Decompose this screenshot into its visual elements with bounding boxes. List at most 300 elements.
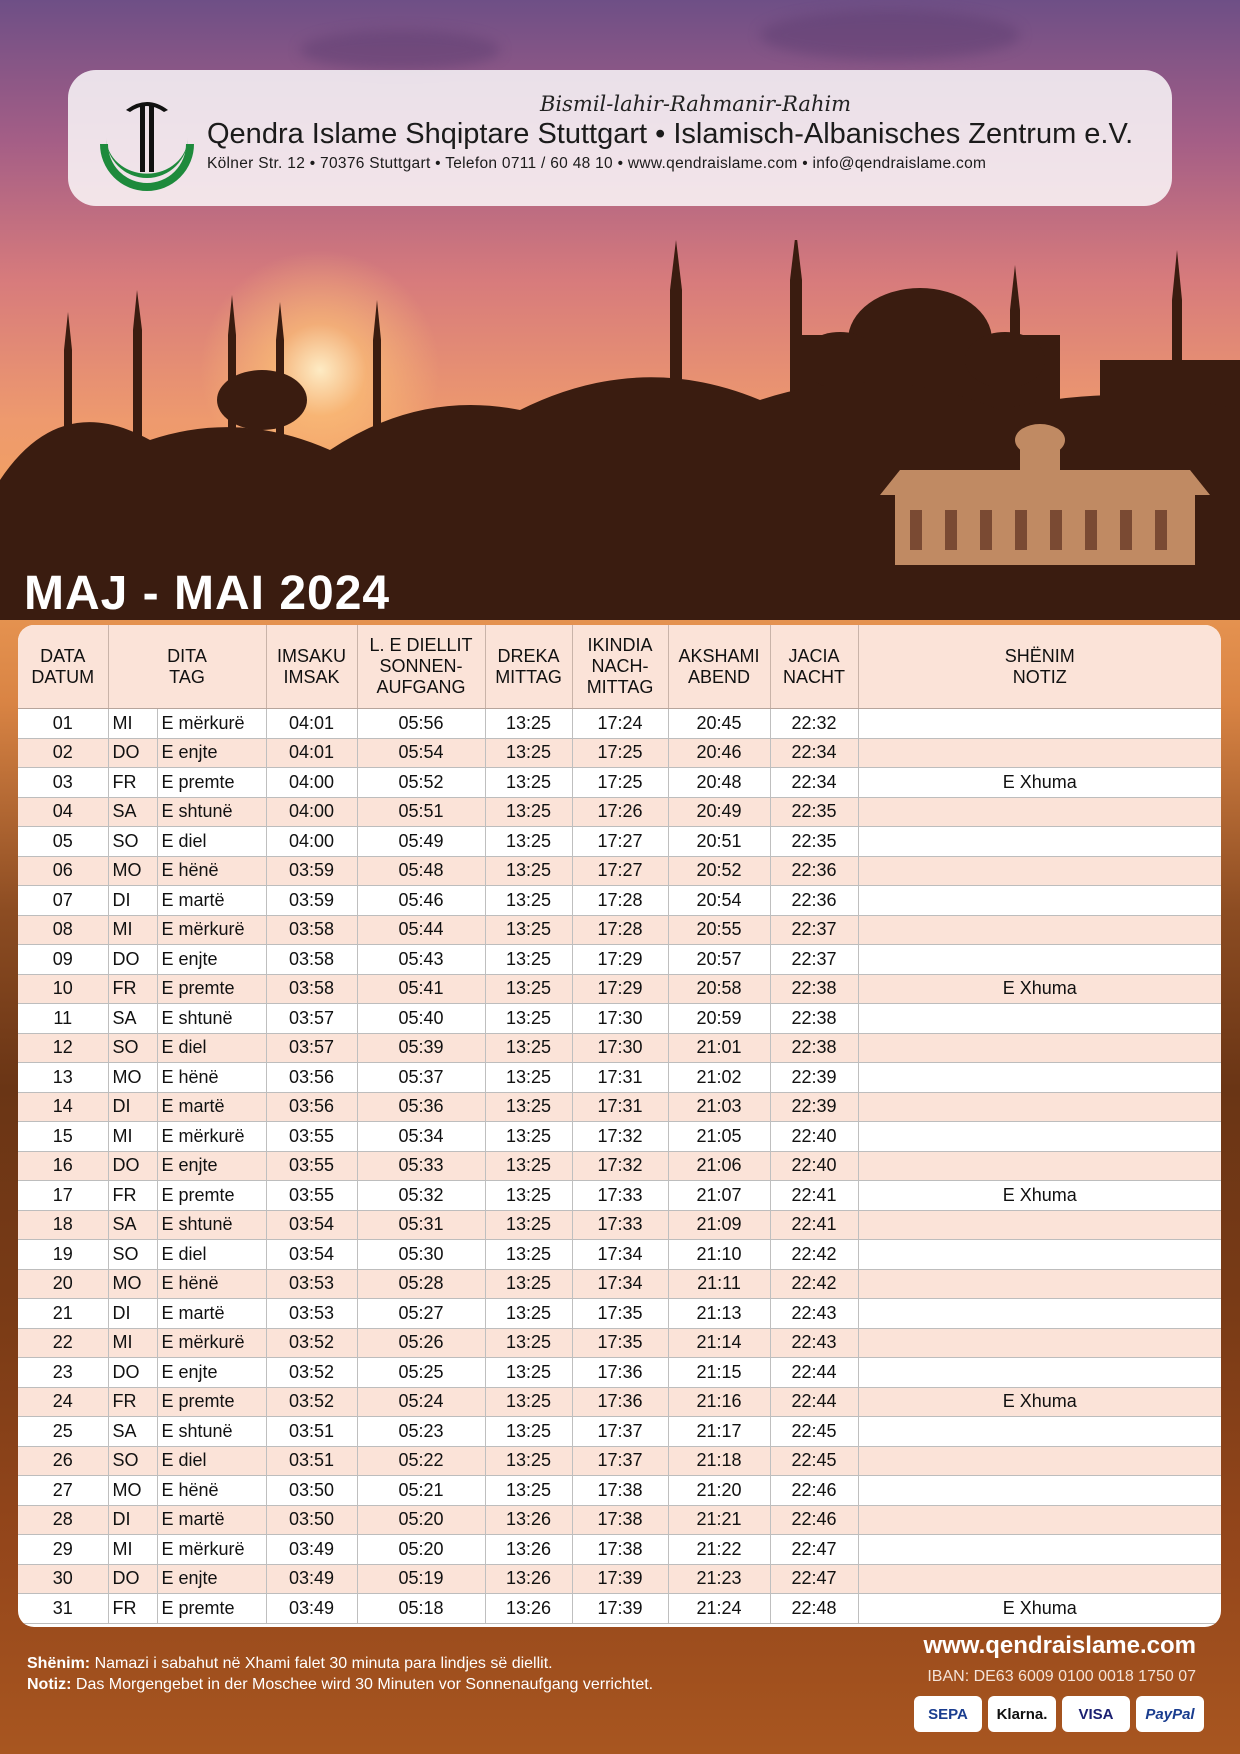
cell-note <box>858 1299 1221 1329</box>
cell-note <box>858 1358 1221 1388</box>
cell-imsak: 03:53 <box>266 1269 357 1299</box>
cell-note <box>858 709 1221 739</box>
cell-date: 27 <box>18 1476 108 1506</box>
cell-maghrib: 21:02 <box>668 1063 770 1093</box>
cell-note <box>858 1269 1221 1299</box>
col-header-maghrib: AKSHAMI ABEND <box>668 625 770 709</box>
cell-asr: 17:27 <box>572 856 668 886</box>
cell-isha: 22:37 <box>770 945 858 975</box>
cell-date: 20 <box>18 1269 108 1299</box>
table-row <box>18 797 1221 827</box>
col-header-dhuhr: DREKA MITTAG <box>485 625 572 709</box>
cell-note <box>858 856 1221 886</box>
cell-sunrise: 05:32 <box>357 1181 485 1211</box>
cell-dhuhr: 13:25 <box>485 1446 572 1476</box>
table-row <box>18 1476 1221 1506</box>
table-row <box>18 1033 1221 1063</box>
table-header-row <box>18 625 1221 709</box>
cell-maghrib: 21:11 <box>668 1269 770 1299</box>
cell-maghrib: 21:22 <box>668 1535 770 1565</box>
table-row <box>18 709 1221 739</box>
cell-maghrib: 21:21 <box>668 1505 770 1535</box>
cell-asr: 17:39 <box>572 1594 668 1624</box>
cell-day-sq: E mërkurë <box>157 1535 266 1565</box>
cell-day-sq: E mërkurë <box>157 709 266 739</box>
cell-asr: 17:36 <box>572 1387 668 1417</box>
cell-note <box>858 1417 1221 1447</box>
note-text-de: Das Morgengebet in der Moschee wird 30 Minuten vor Sonnenaufgang verrichtet. <box>75 1676 654 1693</box>
cell-sunrise: 05:54 <box>357 738 485 768</box>
table-row <box>18 1564 1221 1594</box>
table-row <box>18 1063 1221 1093</box>
cell-date: 08 <box>18 915 108 945</box>
cell-maghrib: 20:52 <box>668 856 770 886</box>
cell-imsak: 03:57 <box>266 1033 357 1063</box>
cell-imsak: 03:54 <box>266 1240 357 1270</box>
table-row <box>18 1328 1221 1358</box>
cell-isha: 22:35 <box>770 797 858 827</box>
cell-asr: 17:37 <box>572 1446 668 1476</box>
cell-date: 13 <box>18 1063 108 1093</box>
table-row <box>18 1210 1221 1240</box>
col-header-note: SHËNIM NOTIZ <box>858 625 1221 709</box>
col-header-date: DATA DATUM <box>18 625 108 709</box>
cell-asr: 17:38 <box>572 1505 668 1535</box>
mosque-logo-icon <box>96 92 198 194</box>
cell-date: 07 <box>18 886 108 916</box>
cell-asr: 17:32 <box>572 1122 668 1152</box>
iban-text: IBAN: DE63 6009 0100 0018 1750 07 <box>927 1668 1196 1685</box>
table-row <box>18 856 1221 886</box>
cell-date: 17 <box>18 1181 108 1211</box>
cell-sunrise: 05:51 <box>357 797 485 827</box>
cell-asr: 17:27 <box>572 827 668 857</box>
table-row <box>18 1151 1221 1181</box>
cell-day-de: SA <box>108 1210 157 1240</box>
cell-maghrib: 21:23 <box>668 1564 770 1594</box>
cell-imsak: 03:59 <box>266 886 357 916</box>
table-row <box>18 1240 1221 1270</box>
cell-date: 30 <box>18 1564 108 1594</box>
cell-dhuhr: 13:25 <box>485 768 572 798</box>
bismillah-text: Bismil-lahir-Rahmanir-Rahim <box>540 92 852 116</box>
cell-note <box>858 1564 1221 1594</box>
cell-asr: 17:38 <box>572 1476 668 1506</box>
cell-asr: 17:37 <box>572 1417 668 1447</box>
cell-sunrise: 05:27 <box>357 1299 485 1329</box>
cell-asr: 17:35 <box>572 1328 668 1358</box>
cell-date: 16 <box>18 1151 108 1181</box>
cell-day-sq: E premte <box>157 1387 266 1417</box>
cell-sunrise: 05:25 <box>357 1358 485 1388</box>
cell-imsak: 03:49 <box>266 1535 357 1565</box>
cell-maghrib: 21:07 <box>668 1181 770 1211</box>
cell-date: 28 <box>18 1505 108 1535</box>
cell-sunrise: 05:31 <box>357 1210 485 1240</box>
cell-isha: 22:48 <box>770 1594 858 1624</box>
cell-isha: 22:40 <box>770 1122 858 1152</box>
cell-note <box>858 1535 1221 1565</box>
table-row <box>18 1092 1221 1122</box>
cell-dhuhr: 13:25 <box>485 974 572 1004</box>
cell-dhuhr: 13:25 <box>485 1476 572 1506</box>
cell-imsak: 04:01 <box>266 709 357 739</box>
cell-day-sq: E shtunë <box>157 1210 266 1240</box>
cell-dhuhr: 13:25 <box>485 1210 572 1240</box>
cell-day-de: MO <box>108 1476 157 1506</box>
cell-day-sq: E mërkurë <box>157 1122 266 1152</box>
cell-date: 11 <box>18 1004 108 1034</box>
payment-methods <box>914 1696 1204 1732</box>
cell-isha: 22:45 <box>770 1446 858 1476</box>
cell-date: 03 <box>18 768 108 798</box>
cell-asr: 17:31 <box>572 1063 668 1093</box>
footer-note <box>27 1653 653 1695</box>
cell-asr: 17:32 <box>572 1151 668 1181</box>
cell-day-sq: E enjte <box>157 1151 266 1181</box>
cell-dhuhr: 13:25 <box>485 915 572 945</box>
cell-sunrise: 05:37 <box>357 1063 485 1093</box>
cell-maghrib: 21:01 <box>668 1033 770 1063</box>
cell-day-de: SA <box>108 1004 157 1034</box>
cell-maghrib: 20:58 <box>668 974 770 1004</box>
cell-note <box>858 1446 1221 1476</box>
cell-asr: 17:24 <box>572 709 668 739</box>
cell-dhuhr: 13:26 <box>485 1505 572 1535</box>
cell-day-de: MI <box>108 915 157 945</box>
cell-day-de: SA <box>108 797 157 827</box>
cell-maghrib: 20:51 <box>668 827 770 857</box>
cell-dhuhr: 13:25 <box>485 738 572 768</box>
cell-sunrise: 05:49 <box>357 827 485 857</box>
cell-date: 14 <box>18 1092 108 1122</box>
cell-dhuhr: 13:25 <box>485 1417 572 1447</box>
cell-dhuhr: 13:25 <box>485 1181 572 1211</box>
cell-imsak: 04:00 <box>266 797 357 827</box>
cell-note <box>858 1210 1221 1240</box>
cell-date: 01 <box>18 709 108 739</box>
col-header-sunrise: L. E DIELLIT SONNEN- AUFGANG <box>357 625 485 709</box>
table-row <box>18 1299 1221 1329</box>
cell-sunrise: 05:34 <box>357 1122 485 1152</box>
cell-note: E Xhuma <box>858 974 1221 1004</box>
cell-day-de: FR <box>108 768 157 798</box>
cell-dhuhr: 13:25 <box>485 1122 572 1152</box>
cell-dhuhr: 13:25 <box>485 1063 572 1093</box>
cell-day-sq: E hënë <box>157 1063 266 1093</box>
cell-day-de: SA <box>108 1417 157 1447</box>
cell-dhuhr: 13:25 <box>485 1033 572 1063</box>
cell-maghrib: 21:03 <box>668 1092 770 1122</box>
sepa-logo: SEPA <box>914 1696 982 1732</box>
cell-date: 29 <box>18 1535 108 1565</box>
cell-asr: 17:39 <box>572 1564 668 1594</box>
cell-day-sq: E enjte <box>157 1358 266 1388</box>
cell-note <box>858 797 1221 827</box>
cell-sunrise: 05:20 <box>357 1535 485 1565</box>
cell-asr: 17:36 <box>572 1358 668 1388</box>
cell-date: 23 <box>18 1358 108 1388</box>
cell-imsak: 03:57 <box>266 1004 357 1034</box>
table-body <box>18 709 1221 1624</box>
cell-dhuhr: 13:26 <box>485 1535 572 1565</box>
cell-day-sq: E mërkurë <box>157 915 266 945</box>
cell-imsak: 03:58 <box>266 915 357 945</box>
cell-day-sq: E diel <box>157 1033 266 1063</box>
cell-sunrise: 05:28 <box>357 1269 485 1299</box>
table-row <box>18 1505 1221 1535</box>
cell-imsak: 03:54 <box>266 1210 357 1240</box>
cell-imsak: 03:55 <box>266 1122 357 1152</box>
cell-maghrib: 21:05 <box>668 1122 770 1152</box>
cell-sunrise: 05:40 <box>357 1004 485 1034</box>
cell-day-sq: E enjte <box>157 738 266 768</box>
cloud <box>300 30 500 70</box>
website-link[interactable]: www.qendraislame.com <box>923 1632 1196 1659</box>
table-row <box>18 1004 1221 1034</box>
cell-isha: 22:36 <box>770 886 858 916</box>
cell-day-sq: E martë <box>157 1299 266 1329</box>
table-row <box>18 768 1221 798</box>
cell-dhuhr: 13:25 <box>485 1269 572 1299</box>
cell-note: E Xhuma <box>858 1594 1221 1624</box>
cell-sunrise: 05:52 <box>357 768 485 798</box>
cell-imsak: 03:50 <box>266 1476 357 1506</box>
cell-day-de: MI <box>108 1122 157 1152</box>
cell-day-sq: E martë <box>157 886 266 916</box>
col-header-imsak: IMSAKU IMSAK <box>266 625 357 709</box>
cell-imsak: 03:50 <box>266 1505 357 1535</box>
cell-day-de: FR <box>108 1181 157 1211</box>
cell-dhuhr: 13:25 <box>485 1358 572 1388</box>
cell-maghrib: 21:16 <box>668 1387 770 1417</box>
cell-sunrise: 05:39 <box>357 1033 485 1063</box>
cell-day-sq: E hënë <box>157 856 266 886</box>
cell-note <box>858 1151 1221 1181</box>
cell-note <box>858 1505 1221 1535</box>
cell-day-de: MO <box>108 1063 157 1093</box>
cell-date: 31 <box>18 1594 108 1624</box>
cell-day-sq: E hënë <box>157 1476 266 1506</box>
table-row <box>18 1387 1221 1417</box>
table-row <box>18 1535 1221 1565</box>
cell-day-de: MI <box>108 1328 157 1358</box>
cell-note <box>858 945 1221 975</box>
cell-imsak: 03:51 <box>266 1446 357 1476</box>
table-row <box>18 827 1221 857</box>
cell-note <box>858 827 1221 857</box>
cell-imsak: 03:55 <box>266 1181 357 1211</box>
cell-day-de: FR <box>108 1387 157 1417</box>
cell-dhuhr: 13:25 <box>485 827 572 857</box>
cell-sunrise: 05:56 <box>357 709 485 739</box>
cell-dhuhr: 13:25 <box>485 856 572 886</box>
note-label-de: Notiz: <box>27 1676 72 1693</box>
cell-date: 22 <box>18 1328 108 1358</box>
cell-day-de: DI <box>108 1299 157 1329</box>
cell-note <box>858 1122 1221 1152</box>
cell-dhuhr: 13:25 <box>485 1004 572 1034</box>
cell-maghrib: 21:06 <box>668 1151 770 1181</box>
cell-day-sq: E diel <box>157 827 266 857</box>
cell-day-sq: E shtunë <box>157 797 266 827</box>
cell-date: 21 <box>18 1299 108 1329</box>
cell-asr: 17:28 <box>572 915 668 945</box>
cloud <box>760 10 1020 60</box>
cell-day-de: FR <box>108 1594 157 1624</box>
cell-imsak: 03:53 <box>266 1299 357 1329</box>
cell-note <box>858 1092 1221 1122</box>
prayer-times-table <box>18 625 1221 1624</box>
cell-maghrib: 20:57 <box>668 945 770 975</box>
cell-isha: 22:38 <box>770 974 858 1004</box>
cell-maghrib: 20:46 <box>668 738 770 768</box>
col-header-asr: IKINDIA NACH- MITTAG <box>572 625 668 709</box>
cell-asr: 17:28 <box>572 886 668 916</box>
cell-asr: 17:33 <box>572 1181 668 1211</box>
cell-imsak: 03:56 <box>266 1092 357 1122</box>
cell-asr: 17:29 <box>572 945 668 975</box>
cell-day-sq: E premte <box>157 1181 266 1211</box>
visa-mastercard-logo: VISA <box>1062 1696 1130 1732</box>
cell-day-de: FR <box>108 974 157 1004</box>
cell-sunrise: 05:43 <box>357 945 485 975</box>
table-row <box>18 1594 1221 1624</box>
cell-imsak: 03:58 <box>266 974 357 1004</box>
cell-isha: 22:44 <box>770 1358 858 1388</box>
cell-maghrib: 21:15 <box>668 1358 770 1388</box>
table-row <box>18 945 1221 975</box>
cell-date: 18 <box>18 1210 108 1240</box>
cell-asr: 17:34 <box>572 1240 668 1270</box>
cell-isha: 22:39 <box>770 1092 858 1122</box>
cell-day-sq: E diel <box>157 1446 266 1476</box>
cell-note <box>858 1240 1221 1270</box>
cell-day-sq: E mërkurë <box>157 1328 266 1358</box>
cell-note <box>858 738 1221 768</box>
cell-isha: 22:32 <box>770 709 858 739</box>
cell-asr: 17:31 <box>572 1092 668 1122</box>
cell-dhuhr: 13:25 <box>485 1092 572 1122</box>
cell-isha: 22:38 <box>770 1004 858 1034</box>
cell-sunrise: 05:20 <box>357 1505 485 1535</box>
cell-isha: 22:45 <box>770 1417 858 1447</box>
cell-date: 25 <box>18 1417 108 1447</box>
cell-sunrise: 05:22 <box>357 1446 485 1476</box>
cell-isha: 22:36 <box>770 856 858 886</box>
cell-note: E Xhuma <box>858 1387 1221 1417</box>
cell-date: 09 <box>18 945 108 975</box>
table-row <box>18 886 1221 916</box>
cell-day-de: DI <box>108 1505 157 1535</box>
cell-maghrib: 21:20 <box>668 1476 770 1506</box>
cell-day-sq: E shtunë <box>157 1004 266 1034</box>
cell-maghrib: 20:54 <box>668 886 770 916</box>
cell-asr: 17:35 <box>572 1299 668 1329</box>
cell-day-sq: E enjte <box>157 1564 266 1594</box>
cell-day-de: SO <box>108 1033 157 1063</box>
cell-maghrib: 21:18 <box>668 1446 770 1476</box>
cell-day-sq: E martë <box>157 1505 266 1535</box>
cell-day-sq: E premte <box>157 1594 266 1624</box>
cell-day-de: SO <box>108 1446 157 1476</box>
col-header-day: DITA TAG <box>108 625 266 709</box>
cell-asr: 17:26 <box>572 797 668 827</box>
cell-isha: 22:37 <box>770 915 858 945</box>
cell-sunrise: 05:23 <box>357 1417 485 1447</box>
cell-date: 15 <box>18 1122 108 1152</box>
cell-isha: 22:34 <box>770 768 858 798</box>
cell-note: E Xhuma <box>858 1181 1221 1211</box>
cell-isha: 22:47 <box>770 1564 858 1594</box>
cell-asr: 17:38 <box>572 1535 668 1565</box>
cell-maghrib: 20:55 <box>668 915 770 945</box>
cell-sunrise: 05:36 <box>357 1092 485 1122</box>
cell-note <box>858 1476 1221 1506</box>
month-title: MAJ - MAI 2024 <box>24 567 391 620</box>
organization-contact: Kölner Str. 12 • 70376 Stuttgart • Telefon 0711 / 60 48 10 • www.qendraislame.com • info@qendraislame.com <box>207 155 987 172</box>
cell-day-de: DO <box>108 945 157 975</box>
cell-sunrise: 05:46 <box>357 886 485 916</box>
cell-day-sq: E premte <box>157 974 266 1004</box>
cell-isha: 22:44 <box>770 1387 858 1417</box>
cell-note <box>858 886 1221 916</box>
cell-maghrib: 20:49 <box>668 797 770 827</box>
table-row <box>18 974 1221 1004</box>
cell-asr: 17:25 <box>572 768 668 798</box>
cell-date: 02 <box>18 738 108 768</box>
cell-isha: 22:46 <box>770 1505 858 1535</box>
klarna-logo: Klarna. <box>988 1696 1056 1732</box>
cell-day-sq: E premte <box>157 768 266 798</box>
cell-date: 04 <box>18 797 108 827</box>
cell-isha: 22:38 <box>770 1033 858 1063</box>
cell-isha: 22:46 <box>770 1476 858 1506</box>
cell-day-de: DO <box>108 1564 157 1594</box>
cell-isha: 22:43 <box>770 1328 858 1358</box>
cell-day-sq: E martë <box>157 1092 266 1122</box>
cell-imsak: 03:49 <box>266 1594 357 1624</box>
cell-note <box>858 1033 1221 1063</box>
cell-dhuhr: 13:26 <box>485 1594 572 1624</box>
cell-imsak: 03:58 <box>266 945 357 975</box>
cell-imsak: 04:01 <box>266 738 357 768</box>
cell-day-sq: E enjte <box>157 945 266 975</box>
cell-date: 05 <box>18 827 108 857</box>
cell-day-de: MI <box>108 709 157 739</box>
cell-imsak: 03:55 <box>266 1151 357 1181</box>
cell-day-de: SO <box>108 827 157 857</box>
cell-isha: 22:39 <box>770 1063 858 1093</box>
cell-maghrib: 21:17 <box>668 1417 770 1447</box>
cell-imsak: 03:52 <box>266 1328 357 1358</box>
note-label-sq: Shënim: <box>27 1655 91 1672</box>
table-row <box>18 1122 1221 1152</box>
cell-date: 12 <box>18 1033 108 1063</box>
cell-day-de: DO <box>108 738 157 768</box>
cell-dhuhr: 13:25 <box>485 945 572 975</box>
table-row <box>18 1181 1221 1211</box>
cell-dhuhr: 13:25 <box>485 1387 572 1417</box>
cell-isha: 22:40 <box>770 1151 858 1181</box>
organization-name: Qendra Islame Shqiptare Stuttgart • Islamisch-Albanisches Zentrum e.V. <box>207 118 1134 150</box>
cell-dhuhr: 13:25 <box>485 1299 572 1329</box>
cell-imsak: 03:59 <box>266 856 357 886</box>
cell-sunrise: 05:26 <box>357 1328 485 1358</box>
cell-sunrise: 05:24 <box>357 1387 485 1417</box>
table-row <box>18 1358 1221 1388</box>
cell-day-de: MI <box>108 1535 157 1565</box>
